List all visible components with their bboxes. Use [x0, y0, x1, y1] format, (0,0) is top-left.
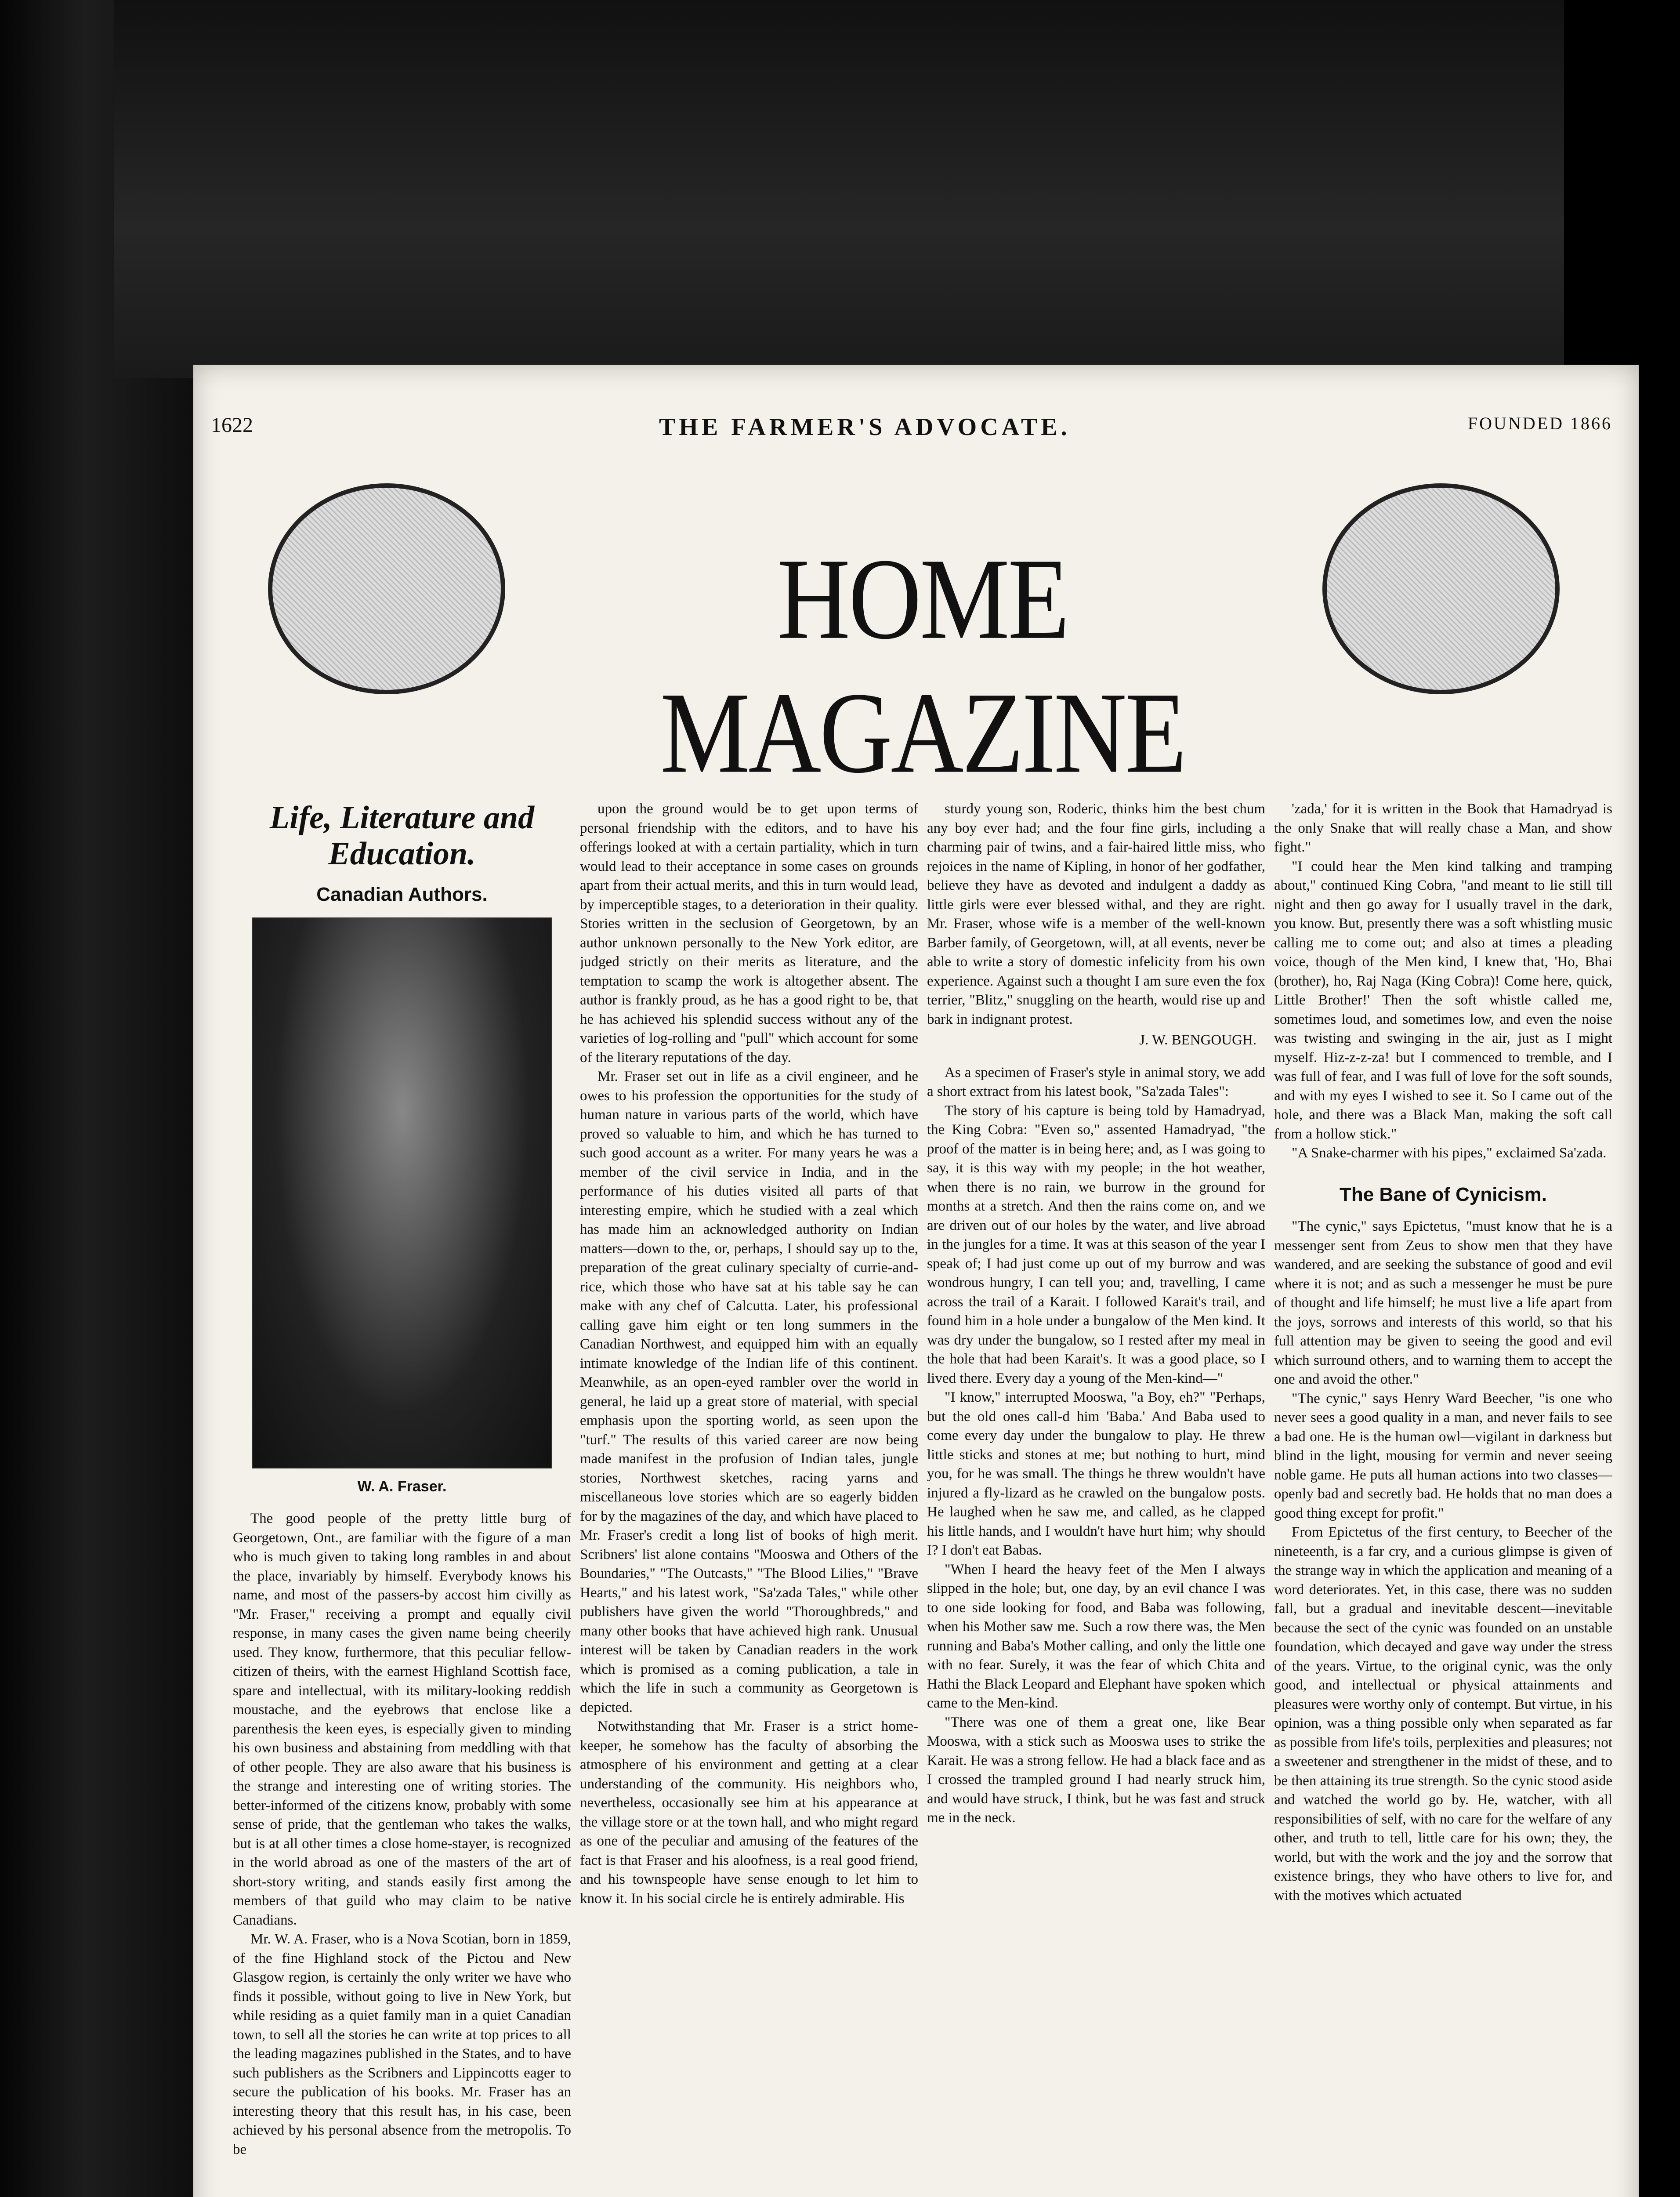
column-3: [927, 800, 1265, 2197]
article-paragraph: As a specimen of Fraser's style in animal story, we add a short extract from his latest book, "Sa'zada Tales":: [927, 1064, 1265, 1099]
founded-label: FOUNDED 1866: [1467, 413, 1612, 433]
article-paragraph: "I know," interrupted Mooswa, "a Boy, eh?" "Perhaps, but the old ones call-d him 'Baba.' And Baba used to come every day under the bungalow to play. He threw little sticks and stones at me; but nothing to hurt, mind you, for he was small. The things he threw wouldn't have injured a fly-lizard as he crawled on the bungalow posts. He laughed when he saw me, and called, as he clapped his little hands, and I wouldn't have hurt him; why should I? I don't eat Babas.: [927, 1389, 1265, 1558]
bane-of-cynicism-heading: The Bane of Cynicism.: [1340, 1183, 1547, 1205]
article-paragraph: "When I heard the heavy feet of the Men I always slipped in the hole; but, one day, by an evil chance I was to one side looking for food, and Baba was following, when his Mother saw me. Such a row there was, the Men running and Baba's Mother calling, and only the little one with no fear. Surely, it was the fear of which Chita and Hathi the Black Leopard and Elephant have spoken which came to the Men-kind.: [927, 1561, 1265, 1711]
article-paragraph: "The cynic," says Epictetus, "must know that he is a messenger sent from Zeus to show men that they have wandered, and are seeking the substance of good and evil where it is not; and as such a messenger he must be pure of thought and life himself; he must live a life apart from the joys, sorrows and interests of this world, so that his full attention may be given to seeing the good and evil which surround others, and to warning them to accept the one and avoid the other.": [1274, 1218, 1612, 1387]
column-2: [580, 800, 918, 2197]
article-paragraph: 'zada,' for it is written in the Book that Hamadryad is the only Snake that will really chase a Man, and show fight.": [1274, 801, 1612, 855]
newspaper-page: [193, 365, 1639, 2197]
article-paragraph: Mr. Fraser set out in life as a civil engineer, and he owes to his profession the opportunities for the study of human nature in various parts of the world, which have proved so valuable to him, and which he has turned to such good account as a writer. For many years he was a member of the civil service in India, and in the performance of his duties visited all parts of that interesting empire, which he studied with a zeal which has made him an acknowledged authority on Indian matters—down to the, or, perhaps, I should say up to the, preparation of the great culinary specialty of currie-and-rice, which those who have sat at his table say he can make with any chef of Calcutta. Later, his professional calling gave him eight or ten long summers in the Canadian Northwest, and equipped him with an equally intimate knowledge of the Indian life of this continent. Meanwhile, as an open-eyed rambler over the world in general, he laid up a great store of material, with special emphasis upon the sporting world, as seen upon the "turf." The results of this varied career are now being made manifest in the profusion of Indian tales, jungle stories, Northwest sketches, racing yarns and miscellaneous love stories which are so eagerly bidden for by the magazines of the day, and which have placed to Mr. Fraser's credit a long list of books of high merit. Scribners' list alone contains "Mooswa and Others of the Boundaries," "The Outcasts," "The Blood Lilies," "Brave Hearts," and his latest work, "Sa'zada Tales," while other publishers have given the world "Thoroughbreds," and many other books that have achieved high rank. Unusual interest will be taken by Canadian readers in the work which is promised as a coming publication, a tale in which the life in such a community as Georgetown is depicted.: [580, 1069, 918, 1715]
section-title: Life, Literature and Education.: [269, 800, 535, 872]
article-paragraph: upon the ground would be to get upon terms of personal friendship with the editors, and to have his offerings looked at with a certain partiality, which in turn would lead to their acceptance in some cases on grounds apart from their actual merits, and this in turn would lead, by imperceptible stages, to a deterioration in their quality. Stories written in the seclusion of Georgetown, by an author unknown personally to the New York editor, are judged strictly on their merits as literature, and the temptation to scamp the work is altogether absent. The author is frankly proud, as he has a good right to be, that he has achieved his splendid success without any of the varieties of log-rolling and "pull" which account for some of the literary reputations of the day.: [580, 801, 918, 1066]
article-paragraph: "A Snake-charmer with his pipes," exclaimed Sa'zada.: [1292, 1145, 1607, 1161]
home-magazine-banner: [264, 453, 1564, 797]
fireplace-illustration: [1322, 483, 1560, 694]
article-paragraph: "The cynic," says Henry Ward Beecher, "is one who never sees a good quality in a man, and never fails to see a bad one. He is the human owl—vigilant in darkness but blind in the light, mousing for vermin and never seeing noble game. He puts all human actions into two classes—openly bad and secretly bad. He holds that no man does a good thing except for profit.": [1274, 1390, 1612, 1521]
article-paragraph: Notwithstanding that Mr. Fraser is a strict home-keeper, he somehow has the faculty of absorbing the atmosphere of his environment and getting at a clear understanding of the community. His neighbors who, nevertheless, occasionally see him at his appearance at the village store or at the town hall, and who might regard as one of the peculiar and amusing of the features of the fact is that Fraser and his aloofness, is a real good friend, and his townspeople have sense enough to let him to know it. In his social circle he is entirely admirable. His: [580, 1718, 918, 1907]
article-paragraph: "I could hear the Men kind talking and tramping about," continued King Cobra, "and meant to lie still till night and then go away for I usually travel in the dark, you know. But, presently there was a soft whistling music calling me to come out; and also at times a pleading voice, though of the Men kind, I knew that, 'Ho, Bhai (brother), ho, Raj Naga (King Cobra)! Come here, quick, Little Brother!' Then the soft whistle called me, sometimes loud, and sometimes low, and even the noise was twisting and swinging in the air, just as I might myself. Hiz-z-z-za! but I commenced to tremble, and I was full of fear, and I was full of love for the soft sounds, and with my eyes I wished to see it. So I came out of the hole, and there was a Black Man, making the soft call from a hollow stick.": [1274, 858, 1612, 1142]
scan-background-top: [114, 0, 1564, 378]
page-number: 1622: [211, 413, 253, 437]
article-paragraph: The good people of the pretty little burg of Georgetown, Ont., are familiar with the figure of a man who is much given to taking long rambles in and about the place, invariably by himself. Everybody knows his name, and most of the passers-by accost him civilly as "Mr. Fraser," receiving a prompt and equally civil response, in many cases the given name being cheerily used. They know, furthermore, that this peculiar fellow-citizen of theirs, with the earnest Highland Scottish face, spare and intellectual, with its military-looking reddish moustache, and the eyebrows that enclose like a parenthesis the keen eyes, is especially given to minding his own business and abstaining from meddling with that of other people. They are also aware that his business is the strange and interesting one of writing stories. The better-informed of the citizens know, probably with some sense of pride, that the gentleman who takes the walks, but is at all other times a close home-stayer, is recognized in the world abroad as one of the masters of the art of short-story writing, and stands easily first among the members of that guild who may claim to be native Canadians.: [233, 1511, 571, 1928]
author-signature: J. W. BENGOUGH.: [1139, 1032, 1256, 1048]
article-paragraph: "There was one of them a great one, like Bear Mooswa, with a stick such as Mooswa uses to strike the Karait. He was a strong fellow. He had a black face and as I crossed the trampled ground I had nearly struck him, and would have struck, I think, but he was fast and struck me in the neck.: [927, 1714, 1265, 1826]
banner-title: HOME MAGAZINE: [660, 534, 1185, 797]
article-paragraph: From Epictetus of the first century, to Beecher of the nineteenth, is a far cry, and a curious glimpse is given of the strange way in which the application and meaning of a word deteriorates. Yet, in this case, there was no sudden fall, but a gradual and inevitable descent—inevitable because the sect of the cynic was founded on an unstable foundation, which decayed and gave way under the stress of the years. Virtue, to the original cynic, was the only good, and intellectual or physical attainments and pleasures were worthy only of contempt. But virtue, in his opinion, was a thing possible only when separated as far as possible from life's toils, perplexities and pleasures; not a sweetener and strengthener in the midst of these, and to be then attaining its true strength. So the cynic stood aside and watched the world go by. He, watcher, with all responsibilities of self, with no care for the welfare of any other, and truth to tell, little care for his own; they, the world, but with the work and the joy and the sorrow that existence brings, they who have others to live for, and with the motives which actuated: [1274, 1524, 1612, 1903]
canadian-authors-heading: Canadian Authors.: [316, 884, 488, 905]
column-4: [1274, 800, 1612, 2197]
paper-title: THE FARMER'S ADVOCATE.: [659, 413, 1071, 441]
author-portrait: [252, 917, 552, 1468]
column-1: [233, 800, 571, 2197]
portrait-caption: W. A. Fraser.: [357, 1478, 447, 1495]
article-paragraph: The story of his capture is being told by Hamadryad, the King Cobra: "Even so," assented Hamadryad, "the proof of the matter is in being here; and, as I was going to say, it is this way with my people; in the hot weather, when there is no rain, we burrow in the ground for months at a stretch. And then the rains come on, and we are driven out of our holes by the water, and live abroad in the jungles for a time. It was at this season of the year I speak of; I had just come up out of my burrow and was wondrous hungry, I can tell you; and, travelling, I came across the trail of a Karait. I followed Karait's trail, and found him in a hole under a bungalow of the Men kind. It was dry under the bungalow, so I rested after my meal in the hole that had been Karait's. It was a good place, so I lived there. Every day a young of the Men-kind—": [927, 1102, 1265, 1386]
article-paragraph: sturdy young son, Roderic, thinks him the best chum any boy ever had; and the four fine girls, including a charming pair of twins, and a fair-haired little miss, who rejoices in the name of Kipling, in honor of her godfather, believe they have as devoted and indulgent a daddy as little girls were ever blessed withal, and they are right. Mr. Fraser, whose wife is a member of the well-known Barber family, of Georgetown, will, at all events, never be able to write a story of domestic infelicity from his own experience. Against such a thought I am sure even the fox terrier, "Blitz," snuggling on the hearth, would rise up and bark in indignant protest.: [927, 801, 1265, 1027]
article-paragraph: Mr. W. A. Fraser, who is a Nova Scotian, born in 1859, of the fine Highland stock of the Pictou and New Glasgow region, is certainly the only writer we have who finds it possible, without going to live in New York, but while residing as a quiet family man in a quiet Canadian town, to sell all the stories he can write at top prices to all the leading magazines published in the States, and to have such publishers as the Scribners and Lippincotts eager to secure the publication of his books. Mr. Fraser has an interesting theory that this result has, in his case, been achieved by his personal absence from the metropolis. To be: [233, 1931, 571, 2157]
page-header: [193, 413, 1639, 439]
farmhouse-illustration: [268, 483, 505, 694]
